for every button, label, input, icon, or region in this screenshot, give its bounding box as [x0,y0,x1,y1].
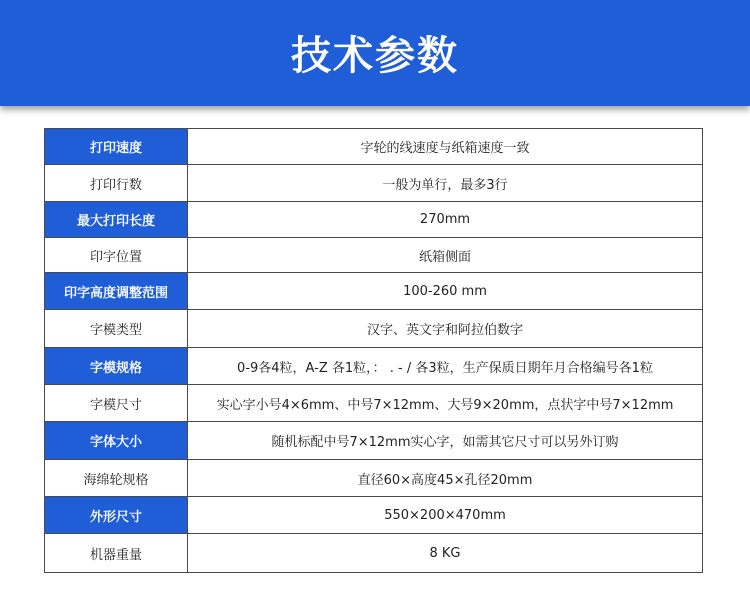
table-row [45,273,703,310]
spec-value: 0-9各4粒，A-Z 各1粒，： . - / 各3粒，生产保质日期年月合格编号各1粒 [188,348,703,385]
spec-label: 印字位置 [45,238,188,273]
spec-value: 550×200×470mm [188,497,703,534]
table-row [45,310,703,348]
table-row [45,422,703,460]
table-row [45,497,703,534]
spec-value: 纸箱侧面 [188,238,703,273]
spec-value: 字轮的线速度与纸箱速度一致 [188,129,703,165]
spec-label: 打印速度 [45,129,188,165]
spec-value: 直径60×高度45×孔径20mm [188,460,703,497]
table-row [45,238,703,273]
spec-value: 270mm [188,202,703,238]
table-row [45,129,703,165]
spec-label: 机器重量 [45,534,188,573]
table-row [45,202,703,238]
spec-label: 海绵轮规格 [45,460,188,497]
header-banner [0,0,750,106]
spec-value: 实心字小号4×6mm、中号7×12mm、大号9×20mm，点状字中号7×12mm [188,385,703,422]
spec-table [44,128,703,573]
page-title: 技术参数 [291,33,459,79]
spec-value: 一般为单行，最多3行 [188,165,703,202]
spec-value: 100-260 mm [188,273,703,310]
spec-value: 随机标配中号7×12mm实心字，如需其它尺寸可以另外订购 [188,422,703,460]
spec-label: 打印行数 [45,165,188,202]
table-row [45,534,703,573]
spec-value: 汉字、英文字和阿拉伯数字 [188,310,703,348]
spec-label: 字模规格 [45,348,188,385]
spec-value: 8 KG [188,534,703,573]
spec-label: 外形尺寸 [45,497,188,534]
table-row [45,165,703,202]
table-row [45,348,703,385]
spec-label: 最大打印长度 [45,202,188,238]
spec-label: 字体大小 [45,422,188,460]
spec-label: 印字高度调整范围 [45,273,188,310]
table-row [45,460,703,497]
spec-label: 字模尺寸 [45,385,188,422]
spec-label: 字模类型 [45,310,188,348]
table-row [45,385,703,422]
